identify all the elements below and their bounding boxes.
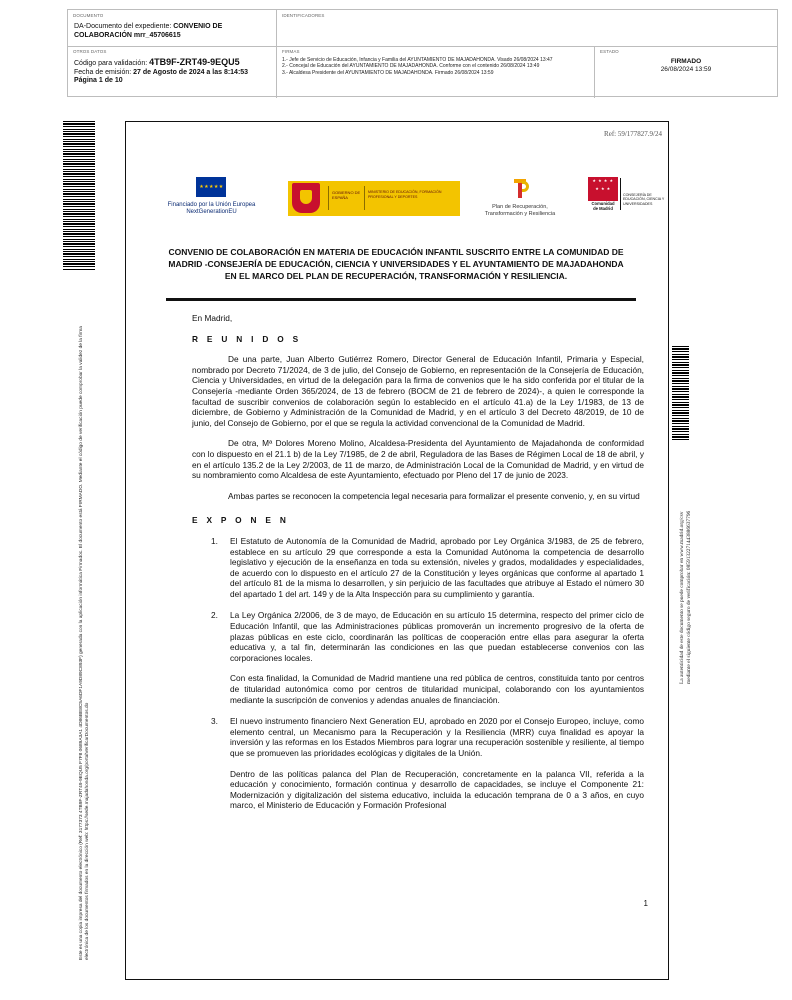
- document-page: [125, 121, 669, 980]
- list-item-number: 1.: [211, 535, 218, 546]
- gobierno-espana-logo: GOBIERNO DE ESPAÑA MINISTERIO DE EDUCACIÓN, FORMACIÓN PROFESIONAL Y DEPORTES: [288, 181, 460, 216]
- right-verification-text: La autenticidad de este documento se puede comprobar en www.madrid.org/csv mediante el siguiente código seguro de verificación: 0859132271443886637796: [679, 510, 692, 684]
- reunidos-heading: R E U N I D O S: [192, 333, 302, 344]
- right-barcode: [672, 346, 689, 440]
- reference-number: Ref: 59/177827.9/24: [604, 130, 662, 138]
- pagina-info: Página 1 de 10: [74, 77, 123, 84]
- madrid-flag-icon: ★ ★ ★ ★ ★ ★ ★: [588, 177, 618, 201]
- header-row-bottom: [68, 46, 777, 98]
- document-body: [192, 313, 644, 811]
- spain-coat-of-arms-icon: [292, 183, 320, 213]
- estado-label: ESTADO: [600, 49, 619, 54]
- otros-datos-cell: [68, 46, 276, 98]
- otros-datos: [74, 58, 276, 86]
- otros-datos-label: OTROS DATOS: [73, 49, 107, 54]
- firma-item: 3.- Alcaldesa Presidente del AYUNTAMIENTO DE MAJADAHONDA. Firmado 26/08/2024 13:59: [282, 69, 494, 76]
- lugar: En Madrid,: [192, 313, 233, 323]
- left-barcode: [63, 121, 95, 271]
- title-divider: [166, 298, 636, 301]
- firmas-cell: [276, 46, 594, 98]
- consejeria-label: CONSEJERÍA DE EDUCACIÓN, CIENCIA Y UNIVERSIDADES: [623, 193, 665, 206]
- paragraph: El Estatuto de Autonomía de la Comunidad de Madrid, aprobado por Ley Orgánica 3/1983, de 25 de febrero, establece en su artículo 29 que corresponde a esta la Comunidad Autónoma la competencia de desarrollo legislativo y ejecución de la enseñanza en toda su extensión, niveles y grados, modalidades y especialidades, de acuerdo con lo dispuesto en el artículo 27 de la Constitución y leyes orgánicas que conforme al apartado 1 del artículo 81 de la misma lo desarrollen, y sin perjuicio de las facultades que atribuye al Estado el número 30 del apartado 1 del art. 149 y de la Alta Inspección para su cumplimiento y garantía.: [230, 535, 644, 599]
- list-item: [211, 610, 644, 705]
- identificadores-label: IDENTIFICADORES: [282, 13, 325, 18]
- header-row-top: [68, 10, 777, 47]
- logos-strip: [126, 172, 668, 222]
- eu-flag-icon: ★ ★ ★ ★ ★: [196, 177, 226, 197]
- paragraph: El nuevo instrumento financiero Next Generation EU, aprobado en 2020 por el Consejo Europeo, incluye, como elemento central, un Mecanismo para la Recuperación y la Resiliencia (MRR) cuya finalidad es apoyar la inversión y las reformas en los Estados Miembros para lograr una recuperación sostenible y resiliente, al tiempo que se promueven las prioridades ecológicas y digitales de la Unión.: [230, 716, 644, 758]
- firmas-label: FIRMAS: [282, 49, 300, 54]
- list-item-number: 3.: [211, 716, 218, 727]
- identificadores-cell: [276, 10, 777, 46]
- paragraph: De una parte, Juan Alberto Gutiérrez Romero, Director General de Educación Infantil, Primaria y Especial, nombrado por Decreto 71/2024, de 3 de julio, del Consejo de Gobierno, en representación de la Consejería de Educación, Ciencia y Universidades, en virtud de la delegación para la firma de convenios que le ha sido conferida por el titular de la Consejería -mediante Orden 365/2024, de 13 de febrero (BOCM de 21 de febrero de 2024)-, a quien le corresponde la facultad de suscribir convenios de colaboración según lo establecido en el artículo 41.a) de la Ley 1/1983, de 13 de diciembre, de Gobierno y Administración de la Comunidad de Madrid, y en el artículo 3 del Decreto 48/2019, de 10 de junio, del Consejo de Gobierno, por el que se regula la actividad convencional de la Comunidad de Madrid.: [192, 354, 644, 428]
- paragraph: La Ley Orgánica 2/2006, de 3 de mayo, de Educación en su artículo 15 determina, respecto del primer ciclo de Educación Infantil, que las Administraciones públicas promoverán un incremento progresivo de la oferta de plazas públicas en este ciclo, coordinarán las políticas de cooperación entre ellas para asegurar la oferta educativa y, a tal fin, determinarán las condiciones en las que puedan establecerse convenios con las corporaciones locales.: [230, 610, 644, 663]
- prtr-label: Plan de Recuperación, Transformación y Resiliencia: [484, 204, 556, 217]
- firmas-list: [282, 57, 594, 76]
- page-number: 1: [643, 899, 648, 908]
- document-title: CONVENIO DE COLABORACIÓN EN MATERIA DE EDUCACIÓN INFANTIL SUSCRITO ENTRE LA COMUNIDAD DE MADRID -CONSEJERÍA DE EDUCACIÓN, CIENCIA Y UNIVERSIDADES Y EL AYUNTAMIENTO DE MAJADAHONDA EN EL MARCO DEL PLAN DE RECUPERACIÓN, TRANSFORMACIÓN Y RESILIENCIA.: [168, 247, 624, 281]
- document-header: [67, 9, 778, 97]
- paragraph: Dentro de las políticas palanca del Plan de Recuperación, concretamente en la palanca VII, referida a la educación y conocimiento, formación continua y desarrollo de capacidades, se incluye el Componente 21: Modernización y digitalización del sistema educativo, incluida la educación temprana de 0 a 3 años, en cuyo marco, el Ministerio de Educación y Formación Profesional: [230, 768, 644, 811]
- codigo-validacion: Código para validación: 4TB9F-ZRT49-9EQU5: [74, 57, 240, 67]
- estado-cell: [594, 46, 777, 98]
- prtr-logo-icon: [512, 179, 530, 199]
- firma-item: 1.- Jefe de Servicio de Educación, Infancia y Familia del AYUNTAMIENTO DE MAJADAHONDA. Visado 26/08/2024 13:47: [282, 57, 553, 63]
- fecha-emision: Fecha de emisión: 27 de Agosto de 2024 a las 8:14:53: [74, 68, 249, 76]
- list-item: [211, 536, 644, 600]
- comunidad-madrid-logo: ★ ★ ★ ★ ★ ★ ★ Comunidad de Madrid: [588, 177, 618, 213]
- firma-item: 2.- Concejal de Educación del AYUNTAMIENTO DE MAJADAHONDA. Conforme con el contenido 26/08/2024 13:49: [282, 63, 540, 70]
- documento-value: DA-Documento del expediente: CONVENIO DE COLABORACIÓN mrr_45706615: [74, 23, 223, 39]
- eu-funding-label: Financiado por la Unión Europea NextGenerationEU: [167, 202, 256, 215]
- list-item-number: 2.: [211, 610, 218, 621]
- documento-label: DOCUMENTO: [73, 13, 104, 18]
- left-verification-text: Este es una copia impresa del documento electrónico (Ref: 3177373 4TB9F-ZRT49-9EQU5 F7F8 0689A3A1 4D86BE8C5A6DF1A9D89C893F) generada con la aplicación informática Firmadoc. El documento está FIRMADO. Mediante el código de verificación puede comprobar la validez de la firma electrónica de los documentos firmados en la dirección web: https://sede.majadahonda.org/portalVerificarDocumentos.do: [79, 326, 90, 960]
- exponen-heading: E X P O N E N: [192, 515, 290, 526]
- estado-value: FIRMADO 26/08/2024 13:59: [660, 58, 712, 73]
- list-item: [211, 716, 644, 811]
- paragraph: Con esta finalidad, la Comunidad de Madrid mantiene una red pública de centros, constituida tanto por centros de titularidad autonómica como por centros de titularidad municipal, colaborando con los ayuntamientos mediante la suscripción de convenios y adendas anuales de financiación.: [230, 673, 644, 705]
- documento-cell: [68, 10, 276, 46]
- paragraph: De otra, Mª Dolores Moreno Molino, Alcaldesa-Presidenta del Ayuntamiento de Majadahonda de conformidad con lo dispuesto en el 21.1 b) de la Ley 7/1985, de 2 de abril, Reguladora de las Bases de Régimen Local de 18 de abril, y en el artículo 135.2 de la Ley 2/2003, de 11 de marzo, de Administración Local de la Comunidad de Madrid, y en virtud de su nombramiento como Alcaldesa de este Ayuntamiento, efectuado por Pleno del 17 de junio de 2023.: [192, 438, 644, 481]
- paragraph: Ambas partes se reconocen la competencia legal necesaria para formalizar el presente convenio, y, en su virtud: [228, 490, 640, 501]
